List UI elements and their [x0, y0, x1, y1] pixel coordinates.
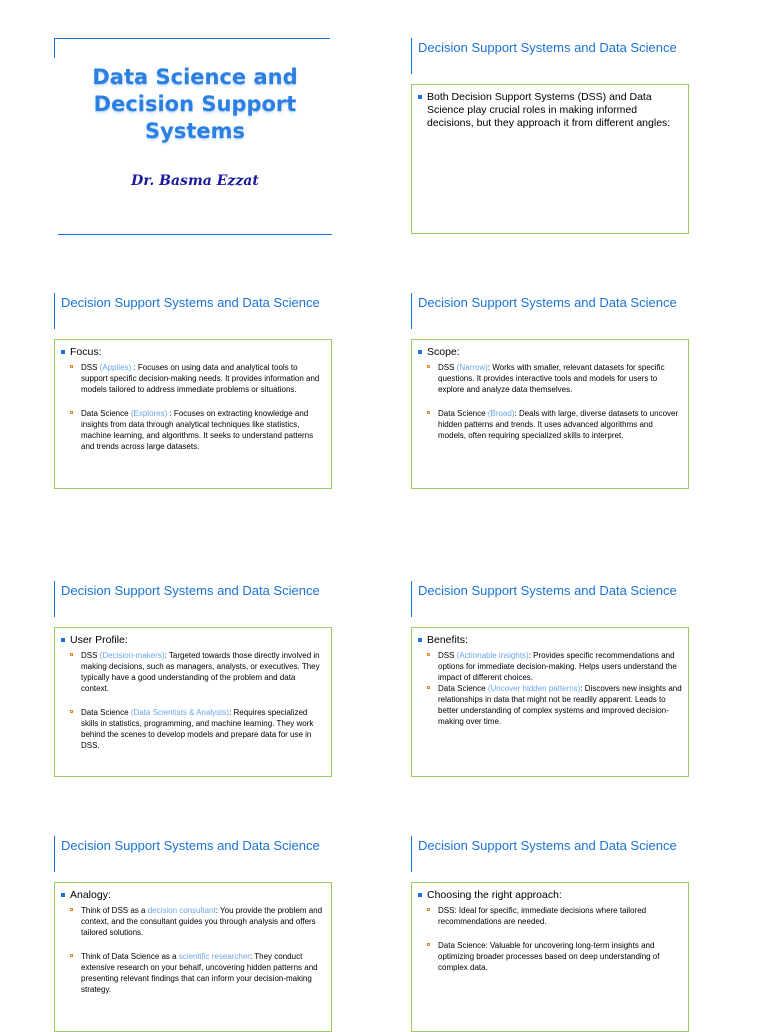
cover-top-accent: [54, 38, 55, 58]
square-bullet-icon: [61, 638, 65, 642]
slide-title: Decision Support Systems and Data Science: [61, 295, 320, 310]
bullet-item: Both Decision Support Systems (DSS) and Data Science play crucial roles in making informed decisions, but they approach it from different angles:: [418, 91, 682, 130]
sub-bullet-item: DSS (Actionable insights): Provides specific recommendations and options for immediate decision-making. Helps users understand the impact of different choices.: [418, 650, 682, 683]
square-bullet-icon: [418, 638, 422, 642]
cover-author: Dr. Basma Ezzat: [131, 173, 259, 189]
sub-bullet-item: Data Science (Explores) : Focuses on extracting knowledge and insights from data through analytical techniques like statistics, machine learning, and algorithms. It seeks to understand patterns and trends across large datasets.: [61, 408, 325, 452]
cover-top-rule: [54, 38, 330, 39]
hollow-square-bullet-icon: [427, 908, 430, 911]
bullet-item: Analogy:: [61, 889, 325, 902]
bullet-item: Choosing the right approach:: [418, 889, 682, 902]
slide-title: Decision Support Systems and Data Science: [418, 295, 677, 310]
slide-title-accent: [54, 293, 55, 329]
square-bullet-icon: [61, 350, 65, 354]
sub-bullet-item: DSS (Narrow): Works with smaller, relevant datasets for specific questions. It provides interactive tools and models for users to explore and analyze data themselves.: [418, 362, 682, 395]
slide-title: Decision Support Systems and Data Science: [418, 583, 677, 598]
cover-bottom-rule: [58, 234, 332, 235]
slide-title-accent: [54, 581, 55, 617]
sub-bullet-item: Data Science (Broad): Deals with large, diverse datasets to uncover hidden patterns and trends. It uses advanced algorithms and models, often requiring specialized skills to interpret.: [418, 408, 682, 441]
bullet-item: User Profile:: [61, 634, 325, 647]
bullet-item: Focus:: [61, 346, 325, 359]
hollow-square-bullet-icon: [70, 653, 73, 656]
sub-bullet-item: DSS: Ideal for specific, immediate decisions where tailored recommendations are needed.: [418, 905, 682, 927]
slide-title-accent: [411, 38, 412, 74]
slide-title: Decision Support Systems and Data Science: [418, 40, 677, 55]
slide-title: Decision Support Systems and Data Science: [61, 838, 320, 853]
sub-bullet-item: Data Science (Uncover hidden patterns): Discovers new insights and relationships in data that might not be readily apparent. Leads to better understanding of complex systems and improved decision-making over time.: [418, 683, 682, 727]
hollow-square-bullet-icon: [427, 411, 430, 414]
slide-title-accent: [411, 581, 412, 617]
sub-bullet-item: DSS (Applies) : Focuses on using data and analytical tools to support specific decision-making needs. It provides information and models tailored to address immediate problems or situations.: [61, 362, 325, 395]
sub-bullet-item: Data Science: Valuable for uncovering long-term insights and optimizing broader processes based on deep understanding of complex data.: [418, 940, 682, 973]
cover-title: Data Science and Decision Support Systems: [92, 65, 298, 143]
slide-title: Decision Support Systems and Data Science: [418, 838, 677, 853]
slide-content-box: [411, 339, 689, 489]
slide-content-box: [411, 627, 689, 777]
slide-title-accent: [54, 836, 55, 872]
square-bullet-icon: [418, 350, 422, 354]
slide-content-box: [411, 882, 689, 1032]
slide-title-accent: [411, 293, 412, 329]
square-bullet-icon: [61, 893, 65, 897]
slide-content-box: [54, 339, 332, 489]
hollow-square-bullet-icon: [427, 653, 430, 656]
sub-bullet-item: Data Science (Data Scientists & Analysts): Requires specialized skills in statistics, programming, and machine learning. They work behind the scenes to develop models and prepare data for use in DSS.: [61, 707, 325, 751]
bullet-item: Scope:: [418, 346, 682, 359]
hollow-square-bullet-icon: [70, 411, 73, 414]
hollow-square-bullet-icon: [70, 365, 73, 368]
sub-bullet-item: Think of Data Science as a scientific researcher: They conduct extensive research on your behalf, uncovering hidden patterns and presenting relevant findings that can inform your decision-making strategy.: [61, 951, 325, 995]
slide-title-accent: [411, 836, 412, 872]
slide-title: Decision Support Systems and Data Science: [61, 583, 320, 598]
hollow-square-bullet-icon: [427, 943, 430, 946]
hollow-square-bullet-icon: [427, 365, 430, 368]
slide-content-box: [54, 882, 332, 1032]
slide-content-box: [411, 84, 689, 234]
hollow-square-bullet-icon: [427, 686, 430, 689]
sub-bullet-item: Think of DSS as a decision consultant: You provide the problem and context, and the consultant guides you through analysis and offers tailored solutions.: [61, 905, 325, 938]
square-bullet-icon: [418, 893, 422, 897]
bullet-item: Benefits:: [418, 634, 682, 647]
sub-bullet-item: DSS (Decision-makers): Targeted towards those directly involved in making decisions, such as managers, analysts, or executives. They typically have a good understanding of the problem and data context.: [61, 650, 325, 694]
slide-content-box: [54, 627, 332, 777]
hollow-square-bullet-icon: [70, 710, 73, 713]
square-bullet-icon: [418, 95, 422, 99]
hollow-square-bullet-icon: [70, 954, 73, 957]
hollow-square-bullet-icon: [70, 908, 73, 911]
